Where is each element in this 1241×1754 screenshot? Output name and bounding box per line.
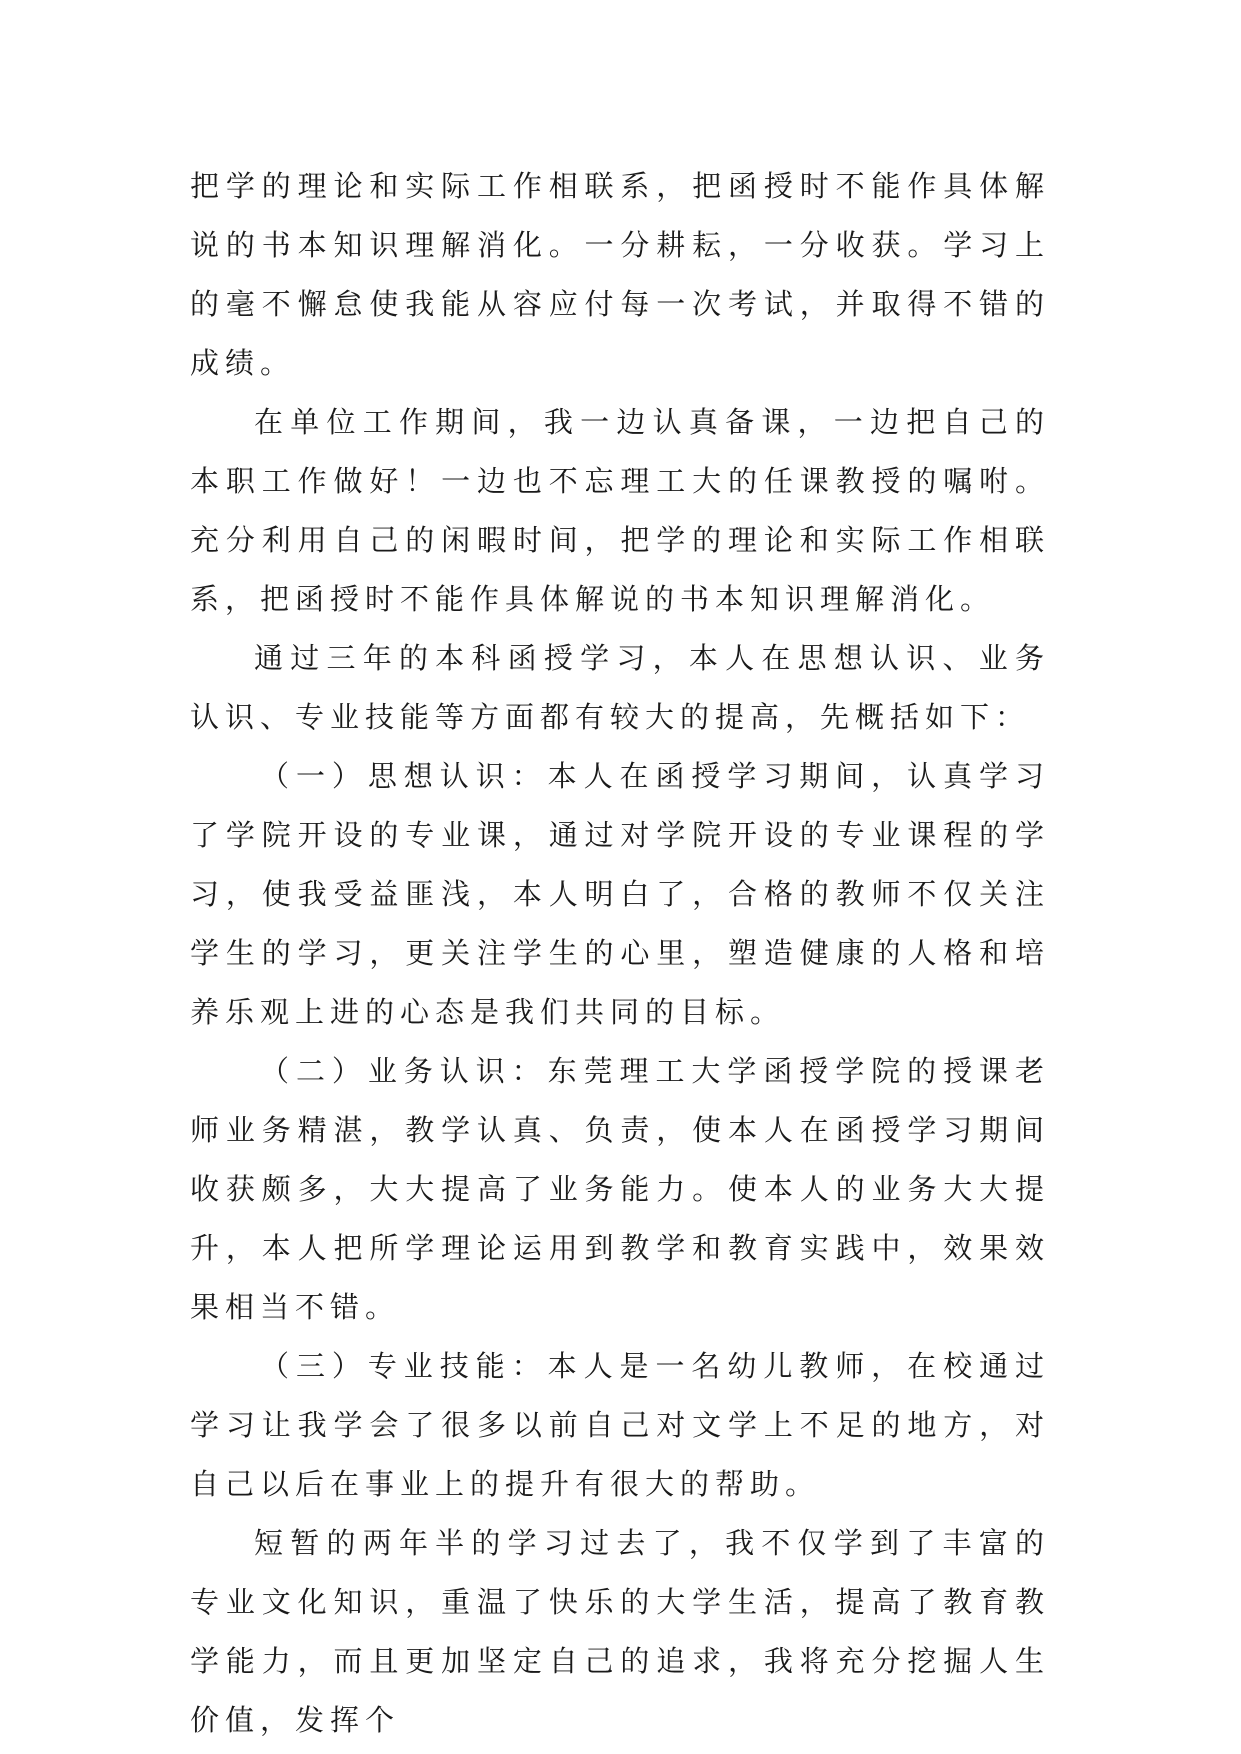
document-body <box>190 157 1050 1750</box>
paragraph-work-period: 在单位工作期间，我一边认真备课，一边把自己的本职工作做好！一边也不忘理工大的任课教授的嘱咐。充分利用自己的闲暇时间，把学的理论和实际工作相联系，把函授时不能作具体解说的书本知识理解消化。 <box>190 405 1050 616</box>
paragraph-conclusion: 短暂的两年半的学习过去了，我不仅学到了丰富的专业文化知识，重温了快乐的大学生活，提高了教育教学能力，而且更加坚定自己的追求，我将充分挖掘人生价值，发挥个 <box>190 1526 1050 1737</box>
paragraph-ideology: （一）思想认识：本人在函授学习期间，认真学习了学院开设的专业课，通过对学院开设的专业课程的学习，使我受益匪浅，本人明白了，合格的教师不仅关注学生的学习，更关注学生的心里，塑造健康的人格和培养乐观上进的心态是我们共同的目标。 <box>190 759 1050 1029</box>
paragraph-summary-intro: 通过三年的本科函授学习，本人在思想认识、业务认识、专业技能等方面都有较大的提高，先概括如下： <box>190 641 1050 734</box>
paragraph-skills: （三）专业技能：本人是一名幼儿教师，在校通过学习让我学会了很多以前自己对文学上不足的地方，对自己以后在事业上的提升有很大的帮助。 <box>190 1349 1050 1501</box>
paragraph-continuation: 把学的理论和实际工作相联系，把函授时不能作具体解说的书本知识理解消化。一分耕耘，一分收获。学习上的毫不懈怠使我能从容应付每一次考试，并取得不错的成绩。 <box>190 169 1050 380</box>
paragraph-business: （二）业务认识：东莞理工大学函授学院的授课老师业务精湛，教学认真、负责，使本人在函授学习期间收获颇多，大大提高了业务能力。使本人的业务大大提升，本人把所学理论运用到教学和教育实践中，效果效果相当不错。 <box>190 1054 1050 1324</box>
